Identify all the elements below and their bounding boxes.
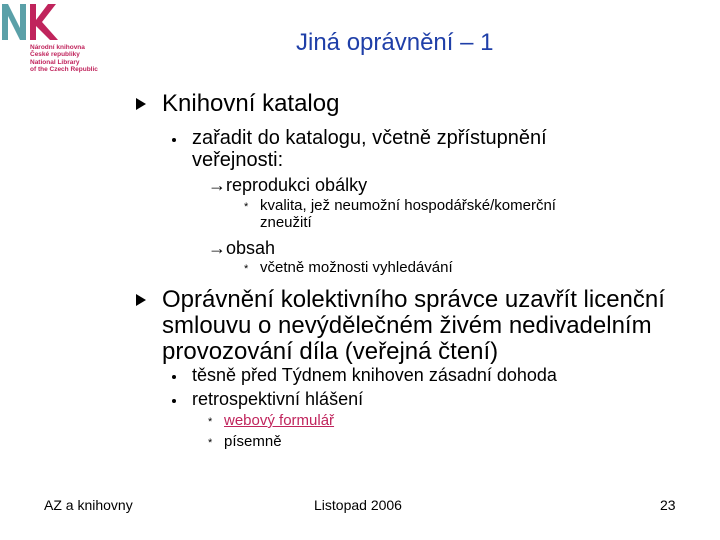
logo-line: of the Czech Republic	[30, 65, 98, 73]
dot-bullet-icon	[172, 399, 176, 403]
bullet-l4: včetně možnosti vyhledávání	[260, 259, 453, 276]
logo-line: National Library	[30, 58, 80, 66]
right-arrow-icon: →	[208, 175, 226, 195]
arrow-item-row	[208, 238, 275, 258]
right-arrow-icon: →	[208, 238, 226, 258]
arrow-item-text: obsah	[226, 238, 276, 258]
nk-logo-mark	[0, 0, 110, 44]
bullet-l4: písemně	[224, 433, 282, 450]
bullet-l2: těsně před Týdnem knihoven zásadní dohoda	[192, 365, 557, 385]
logo-line: Národní knihovna	[30, 44, 85, 51]
asterisk-bullet-icon: *	[208, 437, 213, 449]
bullet-l4-cont: zneužití	[260, 214, 312, 231]
arrow-bullet-icon	[136, 294, 146, 306]
bullet-l1-cont: smlouvu o nevýdělečném živém nedivadelním	[162, 312, 652, 339]
asterisk-bullet-icon: *	[244, 263, 249, 275]
bullet-l2: zařadit do katalogu, včetně zpřístupnění	[192, 127, 547, 149]
nk-logo	[0, 0, 110, 82]
bullet-l2: retrospektivní hlášení	[192, 389, 364, 409]
asterisk-bullet-icon: *	[244, 201, 249, 213]
arrow-item-text: reprodukci obálky	[226, 175, 368, 195]
logo-text	[30, 44, 98, 73]
asterisk-bullet-icon: *	[208, 416, 213, 428]
arrow-bullet-icon	[136, 98, 146, 110]
footer-date: Listopad 2006	[314, 497, 402, 513]
bullet-l2-cont: veřejnosti:	[192, 149, 284, 171]
arrow-item-row	[208, 175, 367, 195]
bullet-l1: Oprávnění kolektivního správce uzavřít licenční	[162, 286, 665, 313]
page-number: 23	[660, 497, 676, 513]
slide-title: Jiná oprávnění – 1	[296, 29, 494, 56]
dot-bullet-icon	[172, 375, 176, 379]
bullet-l1: Knihovní katalog	[162, 90, 340, 117]
bullet-l1-cont: provozování díla (veřejná čtení)	[162, 338, 499, 365]
footer-left: AZ a knihovny	[44, 497, 133, 513]
dot-bullet-icon	[172, 138, 176, 142]
bullet-l4: kvalita, jež neumožní hospodářské/komerční	[260, 197, 556, 214]
logo-line: České republiky	[30, 51, 80, 59]
web-form-link[interactable]: webový formulář	[224, 412, 335, 429]
